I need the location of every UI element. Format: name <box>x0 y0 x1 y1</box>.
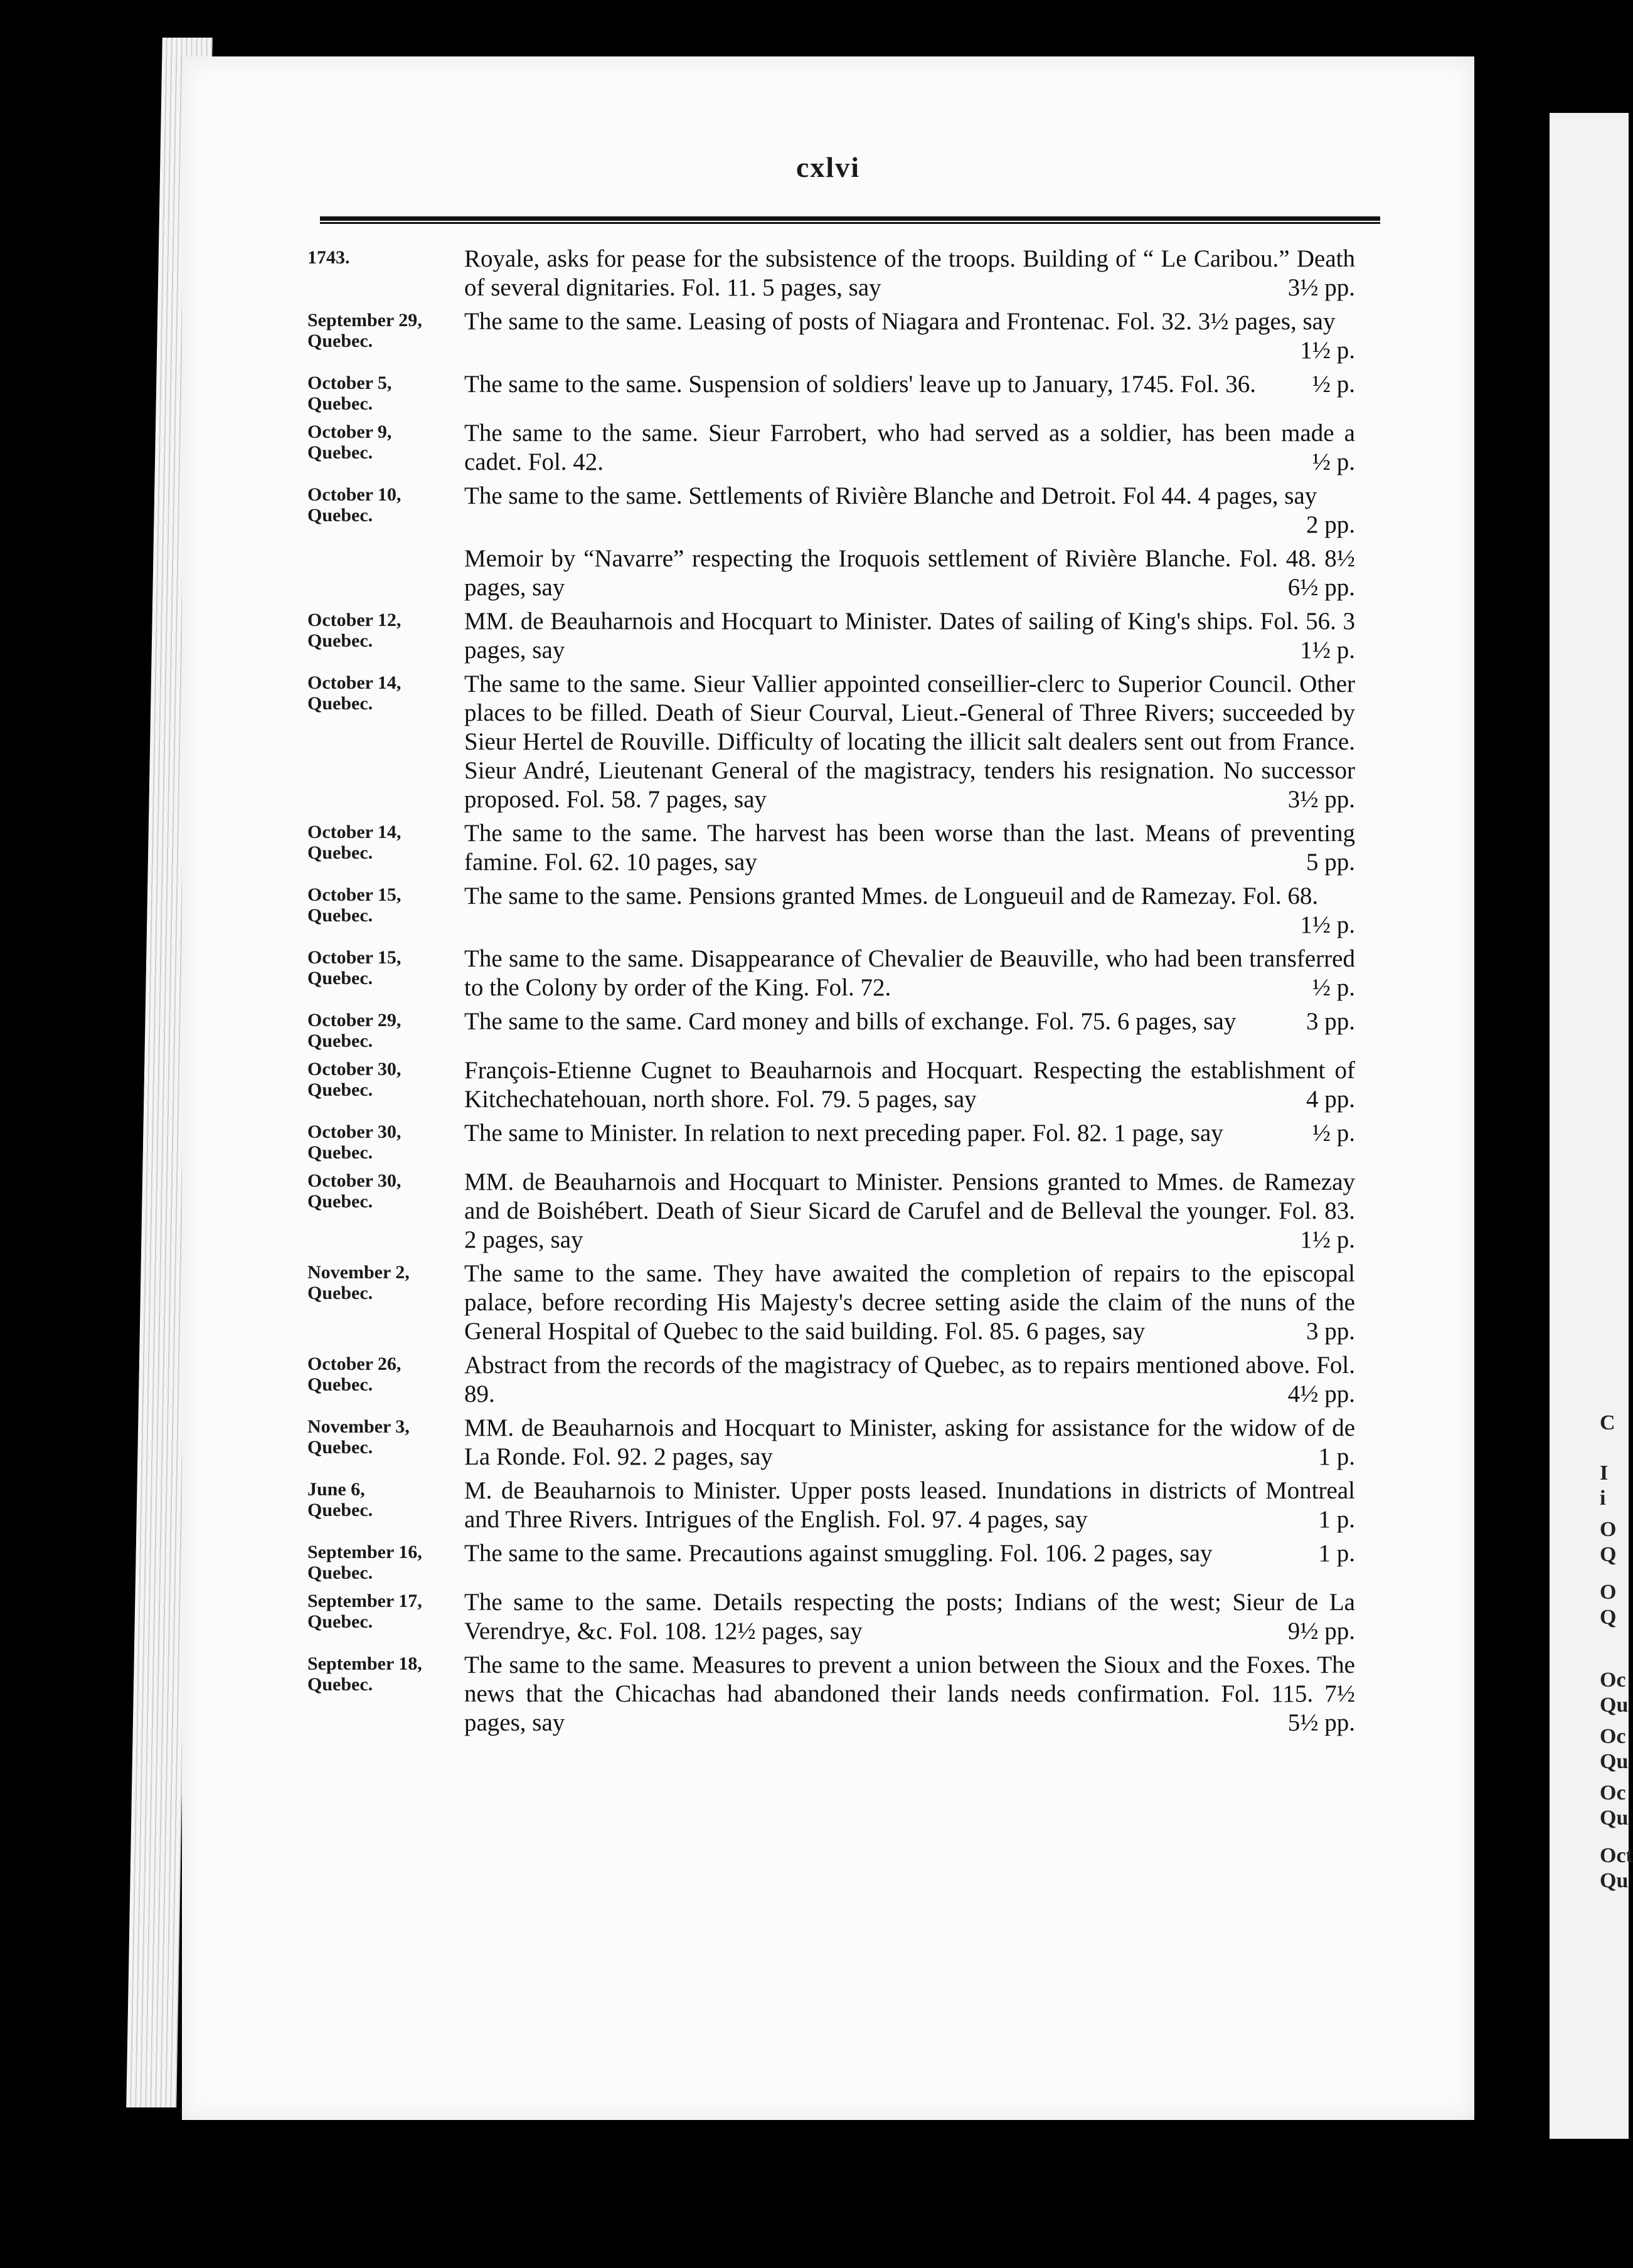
calendar-entry <box>307 1414 1531 1471</box>
entry-date <box>307 1414 464 1471</box>
entry-text <box>464 945 1355 1002</box>
entry-date <box>307 607 464 665</box>
entry-description: Abstract from the records of the magistracy of Quebec, as to repairs mentioned above. Fol. 89. <box>464 1352 1355 1407</box>
facing-page-fragment: O <box>1600 1581 1617 1604</box>
calendar-entry <box>307 482 1531 539</box>
entry-text <box>464 1476 1355 1534</box>
entry-text <box>464 419 1355 477</box>
entry-date-day: October 14, <box>307 672 402 693</box>
entry-page-count: 1½ p. <box>1300 911 1355 938</box>
entry-date-day: October 9, <box>307 421 392 442</box>
entry-text <box>464 1259 1355 1346</box>
entry-page-count: 3 pp. <box>1306 1008 1355 1035</box>
entry-page-count: 1 p. <box>1318 1443 1355 1470</box>
entry-page-count: 4½ pp. <box>1287 1380 1355 1407</box>
entry-date <box>307 1168 464 1254</box>
entry-date <box>307 670 464 814</box>
entry-description: The same to the same. Suspension of soldiers' leave up to January, 1745. Fol. 36. <box>464 371 1257 398</box>
entry-text <box>464 544 1355 602</box>
entry-date-day: October 26, <box>307 1354 402 1374</box>
entry-date-day: 1743. <box>307 247 350 268</box>
entry-text <box>464 1414 1355 1471</box>
entry-date <box>307 1351 464 1409</box>
entry-date-day: October 30, <box>307 1121 402 1142</box>
facing-page-fragment: Qu <box>1600 1806 1629 1830</box>
entry-page-count: ½ p. <box>1312 448 1355 475</box>
calendar-entry <box>307 544 1531 602</box>
calendar-entry <box>307 307 1531 365</box>
entry-description: The same to the same. Settlements of Rivière Blanche and Detroit. Fol 44. 4 pages, say <box>464 482 1317 509</box>
entry-description: The same to the same. Sieur Farrobert, who had served as a soldier, has been made a cadet. Fol. 42. <box>464 420 1355 475</box>
entry-date-place: Quebec. <box>307 1374 373 1395</box>
calendar-entry <box>307 945 1531 1002</box>
entry-text <box>464 1588 1355 1646</box>
entry-date-place: Quebec. <box>307 442 373 463</box>
entry-description: The same to the same. Measures to prevent a union between the Sioux and the Foxes. The news that the Chicachas had abandoned their lands needs confirmation. Fol. 115. 7½ pages, say <box>464 1651 1355 1736</box>
facing-page-fragment: Qu <box>1600 1693 1629 1717</box>
entry-text <box>464 245 1355 302</box>
entry-date-day: October 30, <box>307 1059 402 1079</box>
entry-date <box>307 245 464 302</box>
entry-description: The same to the same. The harvest has been worse than the last. Means of preventing famine. Fol. 62. 10 pages, say <box>464 820 1355 876</box>
calendar-entry <box>307 1351 1531 1409</box>
entry-date-day: October 15, <box>307 947 402 968</box>
entry-date-place: Quebec. <box>307 331 373 351</box>
entry-description: The same to the same. Details respecting the posts; Indians of the west; Sieur de La Verendrye, &c. Fol. 108. 12½ pages, say <box>464 1589 1355 1645</box>
entry-text <box>464 1168 1355 1254</box>
entry-text <box>464 1119 1355 1163</box>
entry-description: MM. de Beauharnois and Hocquart to Minister. Pensions granted to Mmes. de Ramezay and de Boishébert. Death of Sieur Sicard de Carufel and de Belleval the younger. Fol. 83. 2 pages, say <box>464 1168 1355 1253</box>
entry-date-day: October 5, <box>307 373 392 393</box>
entry-date-place: Quebec. <box>307 630 373 651</box>
entry-date <box>307 882 464 940</box>
entry-description: The same to the same. Disappearance of Chevalier de Beauville, who had been transferred to the Colony by order of the King. Fol. 72. <box>464 945 1355 1001</box>
entry-text <box>464 370 1355 414</box>
entry-page-count: 3 pp. <box>1306 1318 1355 1345</box>
entry-text <box>464 607 1355 665</box>
entry-date-place: Quebec. <box>307 1283 373 1303</box>
page-number: cxlvi <box>796 151 860 183</box>
entry-date-day: November 2, <box>307 1262 410 1283</box>
entry-text <box>464 1539 1355 1583</box>
entry-description: The same to Minister. In relation to next preceding paper. Fol. 82. 1 page, say <box>464 1120 1223 1147</box>
calendar-entry <box>307 1168 1531 1254</box>
facing-page-fragment: Qu <box>1600 1869 1629 1892</box>
facing-page-fragment: O <box>1600 1518 1617 1541</box>
entry-date-day: October 14, <box>307 822 402 842</box>
entry-description: François-Etienne Cugnet to Beauharnois and Hocquart. Respecting the establishment of Kitchechatehouan, north shore. Fol. 79. 5 pages, say <box>464 1057 1355 1113</box>
entry-description: The same to the same. Leasing of posts of Niagara and Frontenac. Fol. 32. 3½ pages, say <box>464 308 1336 335</box>
calendar-entry <box>307 1119 1531 1163</box>
entry-date <box>307 1539 464 1583</box>
calendar-entry <box>307 370 1531 414</box>
entry-description: The same to the same. Sieur Vallier appointed conseillier-clerc to Superior Council. Other places to be filled. Death of Sieur Courval, Lieut.-General of Three Rivers; succeeded by Sieur Hertel de Rouville. Difficulty of locating the illicit salt dealers sent out from France. Sieur André, Lieutenant General of the magistracy, tenders his resignation. No successor proposed. Fol. 58. 7 pages, say <box>464 670 1355 813</box>
entry-date <box>307 1007 464 1051</box>
entry-page-count: 5½ pp. <box>1287 1709 1355 1736</box>
entry-text <box>464 1007 1355 1051</box>
entry-date <box>307 544 464 602</box>
facing-page-fragment: I <box>1600 1461 1609 1485</box>
entry-page-count: 2 pp. <box>1306 511 1355 538</box>
calendar-entry <box>307 819 1531 877</box>
entry-date <box>307 370 464 414</box>
facing-page <box>1550 113 1629 2139</box>
facing-page-fragment: Qu <box>1600 1750 1629 1773</box>
entry-page-count: 1 p. <box>1318 1506 1355 1533</box>
entry-date-place: Quebec. <box>307 1079 373 1100</box>
calendar-entry <box>307 1588 1531 1646</box>
book-page <box>182 56 1474 2120</box>
entry-date-place: Quebec. <box>307 393 373 414</box>
entry-page-count: 9½ pp. <box>1287 1618 1355 1645</box>
entry-description: MM. de Beauharnois and Hocquart to Minister. Dates of sailing of King's ships. Fol. 56. 3 pages, say <box>464 608 1355 664</box>
entry-page-count: 3½ pp. <box>1287 274 1355 301</box>
calendar-entry <box>307 245 1531 302</box>
entry-description: Memoir by “Navarre” respecting the Iroquois settlement of Rivière Blanche. Fol. 48. 8½ pages, say <box>464 545 1355 601</box>
entry-date-place: Quebec. <box>307 693 373 714</box>
entry-date <box>307 482 464 539</box>
calendar-entry <box>307 1259 1531 1346</box>
entry-text <box>464 307 1355 365</box>
entry-description: M. de Beauharnois to Minister. Upper posts leased. Inundations in districts of Montreal and Three Rivers. Intrigues of the English. Fol. 97. 4 pages, say <box>464 1477 1355 1533</box>
entry-page-count: 1½ p. <box>1300 1226 1355 1253</box>
entry-date-day: October 30, <box>307 1170 402 1191</box>
entry-page-count: 6½ pp. <box>1287 574 1355 601</box>
entry-date-day: September 17, <box>307 1591 422 1611</box>
entry-date <box>307 307 464 365</box>
header-rule <box>320 216 1380 224</box>
entry-date-day: September 16, <box>307 1542 422 1562</box>
entry-text <box>464 882 1355 940</box>
entry-date-place: Quebec. <box>307 1611 373 1632</box>
entry-description: The same to the same. Pensions granted Mmes. de Longueuil and de Ramezay. Fol. 68. <box>464 882 1319 909</box>
entry-page-count: 4 pp. <box>1306 1086 1355 1113</box>
entry-date-place: Quebec. <box>307 1562 373 1583</box>
calendar-entry <box>307 1007 1531 1051</box>
entry-text <box>464 819 1355 877</box>
facing-page-fragment: Q <box>1600 1606 1617 1629</box>
entry-description: The same to the same. They have awaited the completion of repairs to the episcopal palace, before recording His Majesty's decree setting aside the claim of the nuns of the General Hospital of Quebec to the said building. Fol. 85. 6 pages, say <box>464 1260 1355 1345</box>
entry-page-count: ½ p. <box>1312 1120 1355 1147</box>
entry-page-count: 1 p. <box>1318 1540 1355 1567</box>
facing-page-fragment: i <box>1600 1486 1606 1510</box>
entry-date-place: Quebec. <box>307 1031 373 1051</box>
facing-page-fragment: Oc <box>1600 1668 1626 1692</box>
entry-date <box>307 1119 464 1163</box>
entry-description: The same to the same. Precautions against smuggling. Fol. 106. 2 pages, say <box>464 1540 1213 1567</box>
entry-date-day: September 18, <box>307 1653 422 1674</box>
entry-page-count: 3½ pp. <box>1287 786 1355 813</box>
entry-date <box>307 1651 464 1737</box>
calendar-entry <box>307 1056 1531 1114</box>
facing-page-fragment: Oc <box>1600 1781 1626 1804</box>
facing-page-fragment: Q <box>1600 1543 1617 1566</box>
entry-date-place: Quebec. <box>307 1437 373 1458</box>
entry-page-count: 5 pp. <box>1306 849 1355 876</box>
entry-text <box>464 1056 1355 1114</box>
entry-date <box>307 1476 464 1534</box>
entry-date <box>307 419 464 477</box>
entry-description: Royale, asks for pease for the subsistence of the troops. Building of “ Le Caribou.” Death of several dignitaries. Fol. 11. 5 pages, say <box>464 245 1355 301</box>
entry-date-day: October 10, <box>307 484 402 505</box>
calendar-entry <box>307 419 1531 477</box>
entry-date-place: Quebec. <box>307 905 373 926</box>
entry-date-place: Quebec. <box>307 968 373 988</box>
entry-date-place: Quebec. <box>307 1674 373 1695</box>
entry-date-day: November 3, <box>307 1416 410 1437</box>
entry-date-place: Quebec. <box>307 1191 373 1212</box>
entry-text <box>464 670 1355 814</box>
entry-page-count: ½ p. <box>1312 371 1355 398</box>
entry-date-day: September 29, <box>307 310 422 331</box>
entry-date-day: October 12, <box>307 610 402 630</box>
entry-page-count: 1½ p. <box>1300 637 1355 664</box>
entry-date-place: Quebec. <box>307 1500 373 1520</box>
entry-date-place: Quebec. <box>307 505 373 526</box>
calendar-entry <box>307 882 1531 940</box>
calendar-entry <box>307 607 1531 665</box>
calendar-entries <box>307 245 1531 1742</box>
facing-page-fragment: Oc <box>1600 1725 1626 1748</box>
entry-description: MM. de Beauharnois and Hocquart to Minister, asking for assistance for the widow of de La Ronde. Fol. 92. 2 pages, say <box>464 1414 1355 1470</box>
entry-date <box>307 1056 464 1114</box>
entry-text <box>464 1351 1355 1409</box>
entry-page-count: 1½ p. <box>1300 337 1355 364</box>
calendar-entry <box>307 1476 1531 1534</box>
calendar-entry <box>307 1539 1531 1583</box>
entry-description: The same to the same. Card money and bills of exchange. Fol. 75. 6 pages, say <box>464 1008 1237 1035</box>
facing-page-fragment: Oct <box>1600 1844 1633 1867</box>
entry-date <box>307 945 464 1002</box>
entry-text <box>464 482 1355 539</box>
entry-date <box>307 1588 464 1646</box>
entry-text <box>464 1651 1355 1737</box>
calendar-entry <box>307 1651 1531 1737</box>
entry-date-place: Quebec. <box>307 842 373 863</box>
entry-date-day: June 6, <box>307 1479 365 1500</box>
entry-date <box>307 819 464 877</box>
entry-page-count: ½ p. <box>1312 974 1355 1001</box>
calendar-entry <box>307 670 1531 814</box>
facing-page-fragment: C <box>1600 1411 1615 1434</box>
entry-date-day: October 15, <box>307 884 402 905</box>
entry-date-place: Quebec. <box>307 1142 373 1163</box>
entry-date-day: October 29, <box>307 1010 402 1031</box>
entry-date <box>307 1259 464 1346</box>
